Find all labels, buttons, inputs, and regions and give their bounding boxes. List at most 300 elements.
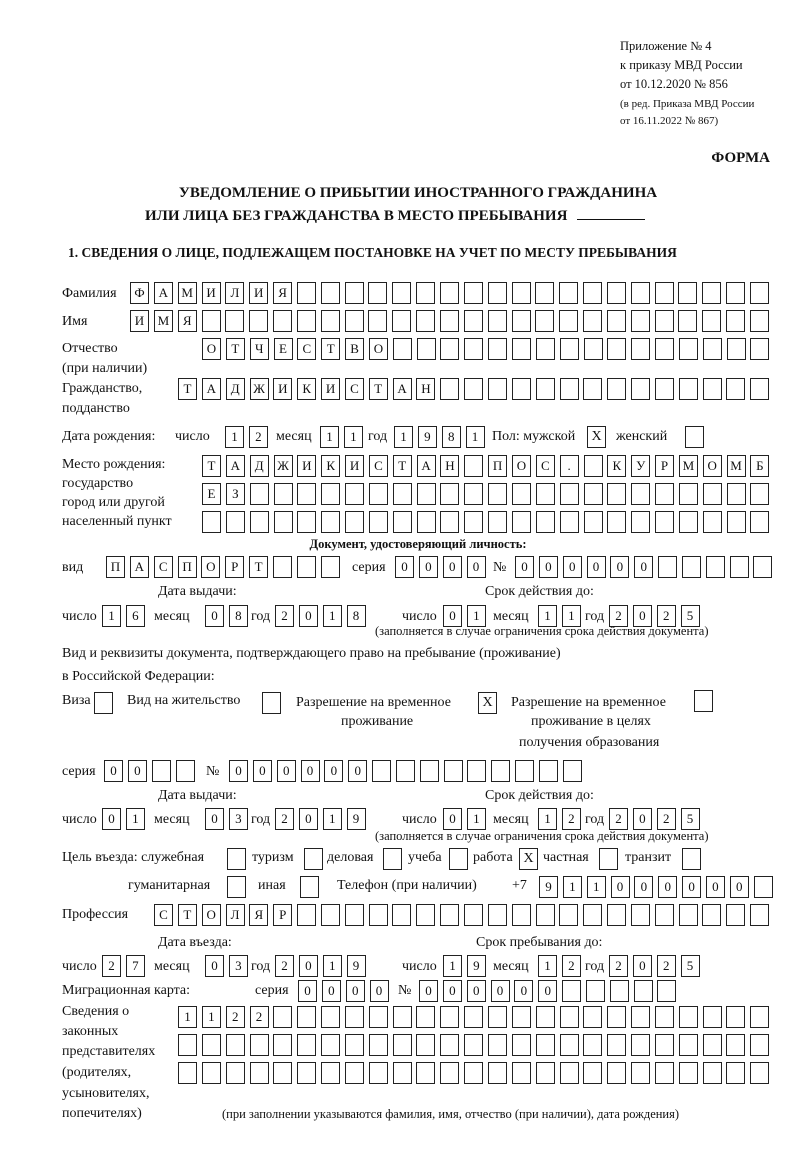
purpose-service-checkbox[interactable] [227,848,246,870]
char-box[interactable] [176,760,195,782]
char-box[interactable] [297,1034,316,1056]
char-box[interactable]: П [106,556,125,578]
char-box[interactable] [420,760,439,782]
sex-female-checkbox[interactable] [685,426,704,448]
char-box[interactable] [607,483,626,505]
char-box[interactable] [679,1062,698,1084]
char-box[interactable]: 0 [633,955,652,977]
stay-valid-month[interactable] [538,808,581,830]
char-box[interactable] [559,282,578,304]
char-box[interactable] [464,1034,483,1056]
char-box[interactable] [657,980,676,1002]
char-box[interactable]: С [297,338,316,360]
birth-year-field[interactable] [394,426,485,448]
char-box[interactable] [368,310,387,332]
char-box[interactable] [726,310,745,332]
char-box[interactable] [583,1062,602,1084]
char-box[interactable] [726,282,745,304]
stay-valid-year[interactable] [609,808,700,830]
char-box[interactable]: 2 [657,955,676,977]
char-box[interactable] [250,1034,269,1056]
char-box[interactable]: 2 [609,808,628,830]
char-box[interactable] [250,483,269,505]
char-box[interactable]: 9 [347,955,366,977]
char-box[interactable] [440,1062,459,1084]
char-box[interactable] [345,483,364,505]
char-box[interactable] [297,1062,316,1084]
char-box[interactable] [655,1006,674,1028]
char-box[interactable] [225,310,244,332]
stay-series-field[interactable] [104,760,195,782]
char-box[interactable]: А [393,378,412,400]
char-box[interactable] [535,310,554,332]
char-box[interactable]: 0 [205,808,224,830]
char-box[interactable] [416,282,435,304]
char-box[interactable]: 0 [102,808,121,830]
char-box[interactable] [273,556,292,578]
char-box[interactable] [321,483,340,505]
char-box[interactable] [634,980,653,1002]
char-box[interactable] [488,1062,507,1084]
char-box[interactable] [392,904,411,926]
char-box[interactable] [321,1034,340,1056]
char-box[interactable] [393,483,412,505]
char-box[interactable]: 3 [229,808,248,830]
char-box[interactable] [417,338,436,360]
char-box[interactable]: 2 [562,955,581,977]
char-box[interactable]: 1 [467,808,486,830]
char-box[interactable] [703,378,722,400]
char-box[interactable]: 0 [348,760,367,782]
char-box[interactable] [369,1006,388,1028]
char-box[interactable]: И [130,310,149,332]
char-box[interactable]: 1 [443,955,462,977]
char-box[interactable]: И [249,282,268,304]
char-box[interactable] [703,1062,722,1084]
char-box[interactable]: С [369,455,388,477]
char-box[interactable]: Т [321,338,340,360]
char-box[interactable] [655,378,674,400]
char-box[interactable] [345,310,364,332]
char-box[interactable] [607,378,626,400]
char-box[interactable] [702,904,721,926]
char-box[interactable] [727,511,746,533]
char-box[interactable] [560,338,579,360]
char-box[interactable] [512,282,531,304]
char-box[interactable] [631,1006,650,1028]
char-box[interactable] [512,378,531,400]
char-box[interactable] [750,904,769,926]
char-box[interactable] [563,760,582,782]
char-box[interactable]: 0 [611,876,630,898]
char-box[interactable] [584,483,603,505]
char-box[interactable] [464,455,483,477]
char-box[interactable] [679,1006,698,1028]
char-box[interactable] [396,760,415,782]
char-box[interactable] [273,1034,292,1056]
char-box[interactable] [631,904,650,926]
char-box[interactable] [297,511,316,533]
char-box[interactable] [226,1034,245,1056]
char-box[interactable] [512,338,531,360]
char-box[interactable] [393,1062,412,1084]
char-box[interactable]: 3 [229,955,248,977]
char-box[interactable] [750,511,769,533]
char-box[interactable] [536,483,555,505]
char-box[interactable]: Т [249,556,268,578]
char-box[interactable] [250,511,269,533]
char-box[interactable] [559,904,578,926]
char-box[interactable]: Т [202,455,221,477]
purpose-humanitarian-checkbox[interactable] [227,876,246,898]
char-box[interactable]: Т [178,378,197,400]
char-box[interactable] [321,1006,340,1028]
char-box[interactable]: С [154,904,173,926]
char-box[interactable]: П [178,556,197,578]
stay-issue-year[interactable] [275,808,366,830]
stay-day[interactable] [443,955,486,977]
char-box[interactable] [393,338,412,360]
char-box[interactable] [726,904,745,926]
char-box[interactable]: 0 [104,760,123,782]
char-box[interactable] [488,310,507,332]
purpose-other-checkbox[interactable] [300,876,319,898]
char-box[interactable] [583,1006,602,1028]
char-box[interactable] [488,282,507,304]
char-box[interactable]: Н [416,378,435,400]
birth-month-field[interactable] [320,426,363,448]
char-box[interactable]: З [226,483,245,505]
char-box[interactable] [369,1034,388,1056]
char-box[interactable]: 0 [277,760,296,782]
entry-day[interactable] [102,955,145,977]
representatives-row2[interactable] [178,1034,769,1056]
char-box[interactable]: 0 [634,556,653,578]
char-box[interactable] [631,1062,650,1084]
char-box[interactable] [703,338,722,360]
char-box[interactable] [702,310,721,332]
char-box[interactable]: 0 [322,980,341,1002]
char-box[interactable] [488,1006,507,1028]
char-box[interactable]: 0 [467,556,486,578]
char-box[interactable] [392,310,411,332]
char-box[interactable]: И [345,455,364,477]
char-box[interactable] [226,1062,245,1084]
char-box[interactable]: И [273,378,292,400]
char-box[interactable] [488,338,507,360]
char-box[interactable]: 0 [633,808,652,830]
char-box[interactable] [703,1006,722,1028]
char-box[interactable] [202,1062,221,1084]
char-box[interactable] [297,556,316,578]
char-box[interactable]: Ф [130,282,149,304]
char-box[interactable] [583,378,602,400]
char-box[interactable]: О [703,455,722,477]
char-box[interactable]: 0 [299,605,318,627]
char-box[interactable]: К [607,455,626,477]
char-box[interactable] [610,980,629,1002]
char-box[interactable]: 0 [301,760,320,782]
char-box[interactable]: О [202,904,221,926]
char-box[interactable]: Т [178,904,197,926]
representatives-row1[interactable] [178,1006,769,1028]
char-box[interactable] [512,1034,531,1056]
char-box[interactable]: 0 [658,876,677,898]
char-box[interactable]: П [488,455,507,477]
birth-day-field[interactable] [225,426,268,448]
char-box[interactable]: 0 [419,980,438,1002]
char-box[interactable]: 0 [443,605,462,627]
char-box[interactable]: 1 [323,808,342,830]
char-box[interactable]: Л [226,904,245,926]
char-box[interactable] [512,1006,531,1028]
char-box[interactable]: Р [273,904,292,926]
char-box[interactable]: 2 [275,605,294,627]
char-box[interactable]: 1 [587,876,606,898]
char-box[interactable] [440,1034,459,1056]
char-box[interactable] [297,282,316,304]
char-box[interactable] [702,282,721,304]
char-box[interactable]: 0 [563,556,582,578]
char-box[interactable]: С [345,378,364,400]
char-box[interactable]: . [560,455,579,477]
representatives-row3[interactable] [178,1062,769,1084]
char-box[interactable] [750,483,769,505]
char-box[interactable] [560,1034,579,1056]
char-box[interactable]: 9 [467,955,486,977]
char-box[interactable]: Ж [250,378,269,400]
char-box[interactable] [440,483,459,505]
char-box[interactable]: 5 [681,605,700,627]
char-box[interactable] [607,1034,626,1056]
char-box[interactable] [631,511,650,533]
char-box[interactable]: 1 [538,808,557,830]
char-box[interactable] [488,511,507,533]
stay-issue-day[interactable] [102,808,145,830]
char-box[interactable] [583,310,602,332]
char-box[interactable] [536,378,555,400]
purpose-work-checkbox[interactable]: X [519,848,538,870]
id-issue-year[interactable] [275,605,366,627]
char-box[interactable]: О [201,556,220,578]
char-box[interactable] [321,1062,340,1084]
char-box[interactable] [631,483,650,505]
char-box[interactable]: Т [369,378,388,400]
char-box[interactable] [440,511,459,533]
char-box[interactable] [750,310,769,332]
char-box[interactable] [464,1006,483,1028]
birth-place-row2[interactable] [202,483,769,505]
char-box[interactable] [607,282,626,304]
char-box[interactable] [726,1034,745,1056]
char-box[interactable] [321,904,340,926]
migration-series-field[interactable] [298,980,389,1002]
char-box[interactable]: Т [393,455,412,477]
char-box[interactable]: К [297,378,316,400]
char-box[interactable]: 6 [126,605,145,627]
char-box[interactable] [226,511,245,533]
char-box[interactable]: 5 [681,808,700,830]
char-box[interactable] [536,511,555,533]
char-box[interactable] [297,904,316,926]
char-box[interactable] [750,1062,769,1084]
char-box[interactable] [655,483,674,505]
char-box[interactable] [703,1034,722,1056]
char-box[interactable]: Е [274,338,293,360]
char-box[interactable] [584,455,603,477]
id-series-field[interactable] [395,556,486,578]
char-box[interactable] [754,876,773,898]
id-kind-field[interactable] [106,556,340,578]
char-box[interactable] [464,511,483,533]
char-box[interactable] [321,310,340,332]
char-box[interactable] [369,511,388,533]
char-box[interactable]: 1 [102,605,121,627]
char-box[interactable]: 0 [443,980,462,1002]
char-box[interactable] [679,483,698,505]
char-box[interactable] [512,310,531,332]
char-box[interactable] [586,980,605,1002]
char-box[interactable] [560,1062,579,1084]
citizenship-field[interactable] [178,378,769,400]
char-box[interactable] [679,904,698,926]
char-box[interactable] [658,556,677,578]
char-box[interactable] [464,282,483,304]
name-field[interactable] [130,310,769,332]
char-box[interactable] [393,511,412,533]
char-box[interactable] [607,338,626,360]
char-box[interactable]: К [321,455,340,477]
char-box[interactable] [655,1062,674,1084]
char-box[interactable] [583,282,602,304]
char-box[interactable] [678,310,697,332]
char-box[interactable] [345,1034,364,1056]
purpose-business-checkbox[interactable] [383,848,402,870]
char-box[interactable] [560,483,579,505]
char-box[interactable] [631,310,650,332]
char-box[interactable] [607,1062,626,1084]
char-box[interactable]: 0 [539,556,558,578]
char-box[interactable]: Ч [250,338,269,360]
char-box[interactable]: Е [202,483,221,505]
char-box[interactable] [417,511,436,533]
char-box[interactable] [249,310,268,332]
char-box[interactable] [152,760,171,782]
char-box[interactable] [631,1034,650,1056]
char-box[interactable]: 0 [634,876,653,898]
char-box[interactable]: 0 [205,605,224,627]
char-box[interactable] [750,338,769,360]
char-box[interactable]: 1 [323,955,342,977]
char-box[interactable] [512,904,531,926]
char-box[interactable] [655,338,674,360]
char-box[interactable]: 1 [202,1006,221,1028]
char-box[interactable]: И [321,378,340,400]
char-box[interactable] [583,1034,602,1056]
char-box[interactable] [491,760,510,782]
char-box[interactable] [464,310,483,332]
char-box[interactable] [535,282,554,304]
char-box[interactable]: 2 [275,808,294,830]
patronymic-field[interactable] [202,338,769,360]
char-box[interactable]: 0 [299,808,318,830]
char-box[interactable]: О [369,338,388,360]
char-box[interactable] [607,511,626,533]
char-box[interactable]: 1 [538,605,557,627]
char-box[interactable] [560,1006,579,1028]
char-box[interactable] [368,282,387,304]
char-box[interactable] [488,483,507,505]
char-box[interactable]: А [154,282,173,304]
char-box[interactable] [274,483,293,505]
char-box[interactable] [393,1034,412,1056]
char-box[interactable] [753,556,772,578]
char-box[interactable] [345,904,364,926]
char-box[interactable] [345,1062,364,1084]
char-box[interactable]: 0 [299,955,318,977]
char-box[interactable] [512,1062,531,1084]
char-box[interactable] [416,1006,435,1028]
char-box[interactable] [655,904,674,926]
stay-year[interactable] [609,955,700,977]
char-box[interactable] [703,511,722,533]
stay-number-field[interactable] [229,760,582,782]
char-box[interactable]: 1 [538,955,557,977]
char-box[interactable]: 0 [443,808,462,830]
char-box[interactable] [584,511,603,533]
char-box[interactable]: 8 [442,426,461,448]
char-box[interactable] [444,760,463,782]
char-box[interactable]: 1 [178,1006,197,1028]
char-box[interactable] [297,1006,316,1028]
char-box[interactable] [536,1034,555,1056]
char-box[interactable]: 8 [347,605,366,627]
char-box[interactable] [372,760,391,782]
trp-edu-checkbox[interactable] [694,690,713,712]
char-box[interactable] [706,556,725,578]
char-box[interactable]: 0 [491,980,510,1002]
char-box[interactable]: 2 [609,955,628,977]
char-box[interactable] [560,511,579,533]
visa-checkbox[interactable] [94,692,113,714]
char-box[interactable]: 1 [466,426,485,448]
char-box[interactable] [273,1062,292,1084]
char-box[interactable]: 1 [467,605,486,627]
char-box[interactable]: 1 [320,426,339,448]
char-box[interactable]: 2 [275,955,294,977]
char-box[interactable] [202,511,221,533]
char-box[interactable]: 0 [298,980,317,1002]
char-box[interactable] [321,556,340,578]
char-box[interactable] [440,338,459,360]
char-box[interactable] [464,338,483,360]
char-box[interactable]: 1 [563,876,582,898]
purpose-study-checkbox[interactable] [449,848,468,870]
char-box[interactable]: Я [178,310,197,332]
title-blank-line[interactable] [577,205,645,220]
char-box[interactable] [464,483,483,505]
char-box[interactable]: А [417,455,436,477]
char-box[interactable]: Н [440,455,459,477]
char-box[interactable] [321,511,340,533]
char-box[interactable]: Р [655,455,674,477]
char-box[interactable] [562,980,581,1002]
char-box[interactable] [515,760,534,782]
char-box[interactable]: Ж [274,455,293,477]
char-box[interactable] [607,904,626,926]
char-box[interactable] [750,1034,769,1056]
char-box[interactable]: 0 [205,955,224,977]
